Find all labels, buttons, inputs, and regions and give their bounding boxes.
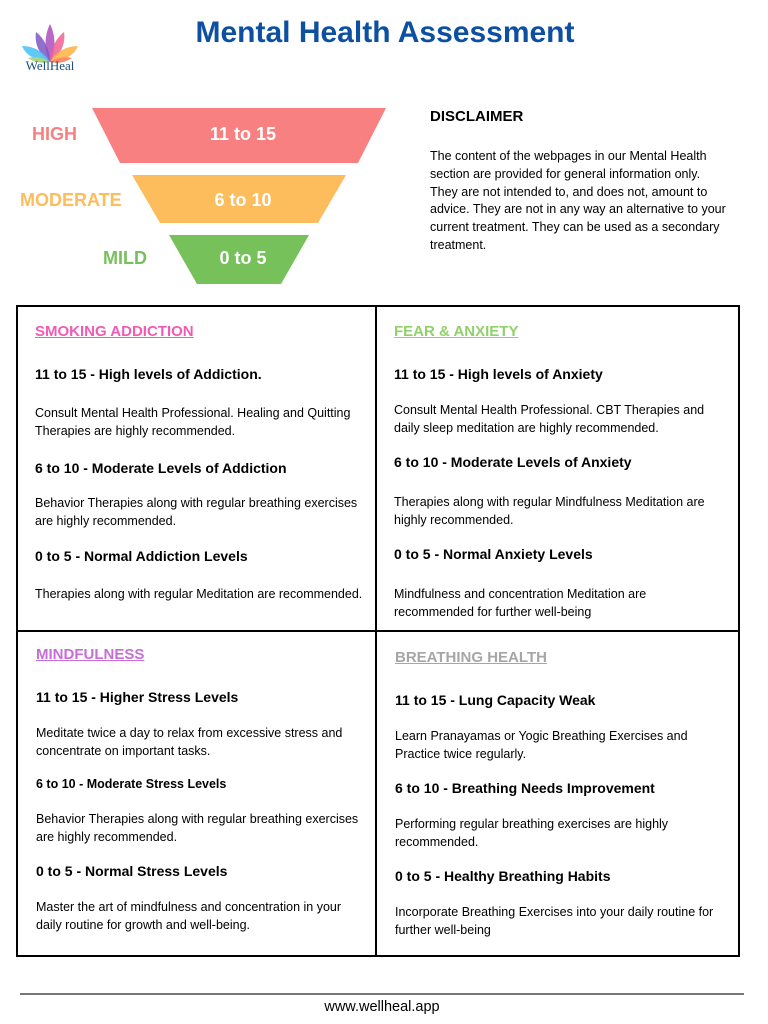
- breathing-healthy-heading: 0 to 5 - Healthy Breathing Habits: [395, 868, 611, 884]
- breathing-high-text: Learn Pranayamas or Yogic Breathing Exercises and Practice twice regularly.: [395, 729, 688, 761]
- level-label-high: HIGH: [32, 124, 77, 144]
- smoking-moderate-text: Behavior Therapies along with regular breathing exercises are highly recommended.: [35, 496, 358, 528]
- fear-moderate-heading: 6 to 10 - Moderate Levels of Anxiety: [394, 454, 632, 470]
- section-title-mindfulness: MINDFULNESS: [36, 646, 145, 663]
- mindfulness-normal-text: Master the art of mindfulness and concentration in your daily routine for growth and well-being.: [36, 900, 342, 932]
- mindfulness-normal-heading: 0 to 5 - Normal Stress Levels: [36, 863, 228, 879]
- brand-name: WellHeal: [25, 58, 75, 73]
- level-range-high: 11 to 15: [209, 124, 277, 144]
- level-range-mild: 0 to 5: [219, 248, 267, 268]
- disclaimer-title: DISCLAIMER: [430, 108, 524, 125]
- breathing-healthy-text: Incorporate Breathing Exercises into your daily routine for further well-being: [395, 905, 714, 937]
- breathing-high-heading: 11 to 15 - Lung Capacity Weak: [395, 692, 596, 708]
- fear-normal-heading: 0 to 5 - Normal Anxiety Levels: [394, 546, 593, 562]
- fear-high-heading: 11 to 15 - High levels of Anxiety: [394, 366, 603, 382]
- smoking-normal-text: Therapies along with regular Meditation are recommended.: [35, 587, 363, 601]
- mindfulness-moderate-heading: 6 to 10 - Moderate Stress Levels: [36, 777, 227, 791]
- level-label-mild: MILD: [103, 248, 147, 268]
- fear-normal-text: Mindfulness and concentration Meditation are recommended for further well-being: [394, 587, 647, 619]
- smoking-moderate-heading: 6 to 10 - Moderate Levels of Addiction: [35, 460, 287, 476]
- smoking-high-text: Consult Mental Health Professional. Healing and Quitting Therapies are highly recommended.: [35, 406, 351, 438]
- mindfulness-high-text: Meditate twice a day to relax from excessive stress and concentrate on important tasks.: [36, 726, 343, 758]
- smoking-normal-heading: 0 to 5 - Normal Addiction Levels: [35, 548, 248, 564]
- section-title-fear: FEAR & ANXIETY: [394, 323, 519, 340]
- disclaimer-text: The content of the webpages in our Mental Health section are provided for general information only. They are not intended to, and does not, amount to advice. They are not in any way an alternative to your current treatment. They can be used as a secondary treatment.: [430, 149, 726, 252]
- smoking-high-heading: 11 to 15 - High levels of Addiction.: [35, 366, 262, 382]
- section-title-smoking: SMOKING ADDICTION: [35, 323, 194, 340]
- level-label-moderate: MODERATE: [20, 190, 122, 210]
- mindfulness-high-heading: 11 to 15 - Higher Stress Levels: [36, 689, 239, 705]
- fear-high-text: Consult Mental Health Professional. CBT Therapies and daily sleep meditation are highly recommended.: [394, 403, 705, 435]
- breathing-moderate-heading: 6 to 10 - Breathing Needs Improvement: [395, 780, 655, 796]
- fear-moderate-text: Therapies along with regular Mindfulness Meditation are highly recommended.: [394, 495, 705, 527]
- breathing-moderate-text: Performing regular breathing exercises are highly recommended.: [395, 817, 669, 849]
- page-title: Mental Health Assessment: [195, 16, 575, 49]
- footer-divider: [20, 993, 744, 995]
- mindfulness-moderate-text: Behavior Therapies along with regular breathing exercises are highly recommended.: [36, 812, 359, 844]
- level-range-moderate: 6 to 10: [214, 190, 272, 210]
- section-title-breathing: BREATHING HEALTH: [395, 649, 547, 666]
- footer-url-link[interactable]: www.wellheal.app: [324, 999, 440, 1015]
